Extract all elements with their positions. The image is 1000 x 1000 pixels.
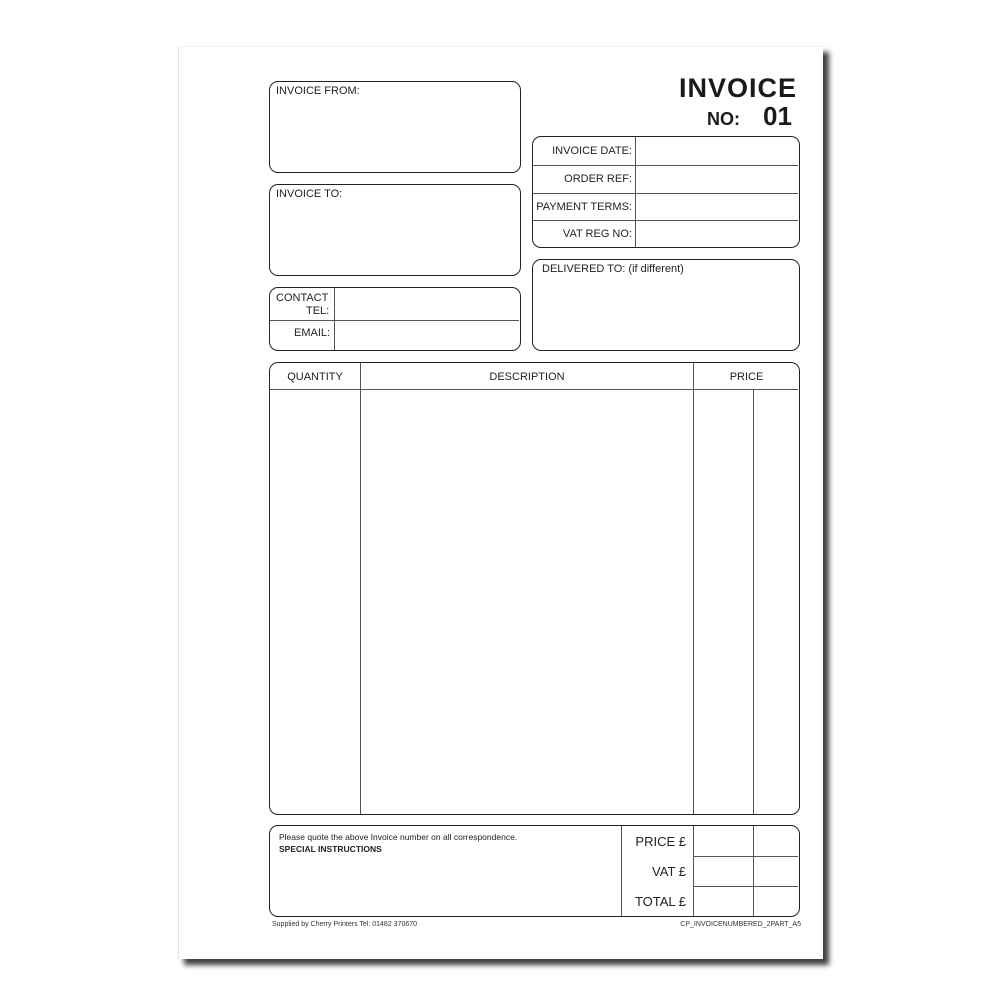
- payment-terms-label: PAYMENT TERMS:: [536, 201, 632, 213]
- invoice-date-field[interactable]: [637, 137, 797, 164]
- invoice-page: [178, 46, 823, 959]
- invoice-from-box[interactable]: [269, 81, 521, 173]
- column-header-quantity: QUANTITY: [287, 371, 343, 383]
- vat-total-label: VAT £: [652, 864, 686, 879]
- product-code-footer: CP_INVOICENUMBERED_2PART_A5: [680, 921, 801, 928]
- invoice-to-label: INVOICE TO:: [276, 188, 343, 200]
- invoice-number-note: Please quote the above Invoice number on all correspondence.: [279, 832, 518, 842]
- payment-terms-field[interactable]: [637, 194, 797, 219]
- contact-tel-label-line2: TEL:: [306, 305, 330, 317]
- contact-tel-label-line1: CONTACT: [276, 292, 329, 304]
- delivered-to-box[interactable]: [532, 259, 800, 351]
- vat-reg-no-field[interactable]: [637, 221, 797, 246]
- price-total-field[interactable]: [694, 826, 798, 855]
- invoice-details-box: [532, 136, 800, 248]
- column-header-price: PRICE: [729, 371, 764, 383]
- invoice-number-value: 01: [763, 101, 792, 131]
- invoice-title: INVOICE: [679, 73, 798, 103]
- order-ref-field[interactable]: [637, 166, 797, 192]
- invoice-number-label: NO:: [707, 109, 740, 129]
- price-total-label: PRICE £: [635, 834, 686, 849]
- items-table: [269, 362, 800, 815]
- totals-divider: [621, 826, 622, 916]
- grand-total-label: TOTAL £: [634, 894, 686, 909]
- special-instructions-field[interactable]: [274, 856, 614, 912]
- price-pence-column-area[interactable]: [754, 390, 798, 814]
- details-divider-vertical: [635, 137, 636, 247]
- delivered-to-label: DELIVERED TO: (if different): [542, 263, 684, 275]
- grand-total-field[interactable]: [694, 887, 798, 915]
- contact-email-label: EMAIL:: [294, 327, 331, 339]
- totals-box: [269, 825, 800, 917]
- invoice-date-label: INVOICE DATE:: [552, 145, 632, 157]
- vat-total-field[interactable]: [694, 857, 798, 886]
- contact-email-field[interactable]: [336, 321, 519, 349]
- contact-divider-vertical: [334, 288, 335, 350]
- price-pounds-column-area[interactable]: [694, 390, 753, 814]
- vat-reg-no-label: VAT REG NO:: [562, 228, 632, 240]
- invoice-from-label: INVOICE FROM:: [276, 85, 360, 97]
- column-header-description: DESCRIPTION: [489, 371, 565, 383]
- quantity-column-area[interactable]: [270, 390, 360, 814]
- invoice-to-box[interactable]: [269, 184, 521, 276]
- contact-tel-field[interactable]: [336, 288, 519, 319]
- description-column-area[interactable]: [361, 390, 693, 814]
- special-instructions-label: SPECIAL INSTRUCTIONS: [279, 844, 382, 854]
- order-ref-label: ORDER REF:: [564, 173, 632, 185]
- supplier-footer: Supplied by Cherry Printers Tel: 01482 370670: [272, 921, 418, 928]
- contact-box: [269, 287, 521, 351]
